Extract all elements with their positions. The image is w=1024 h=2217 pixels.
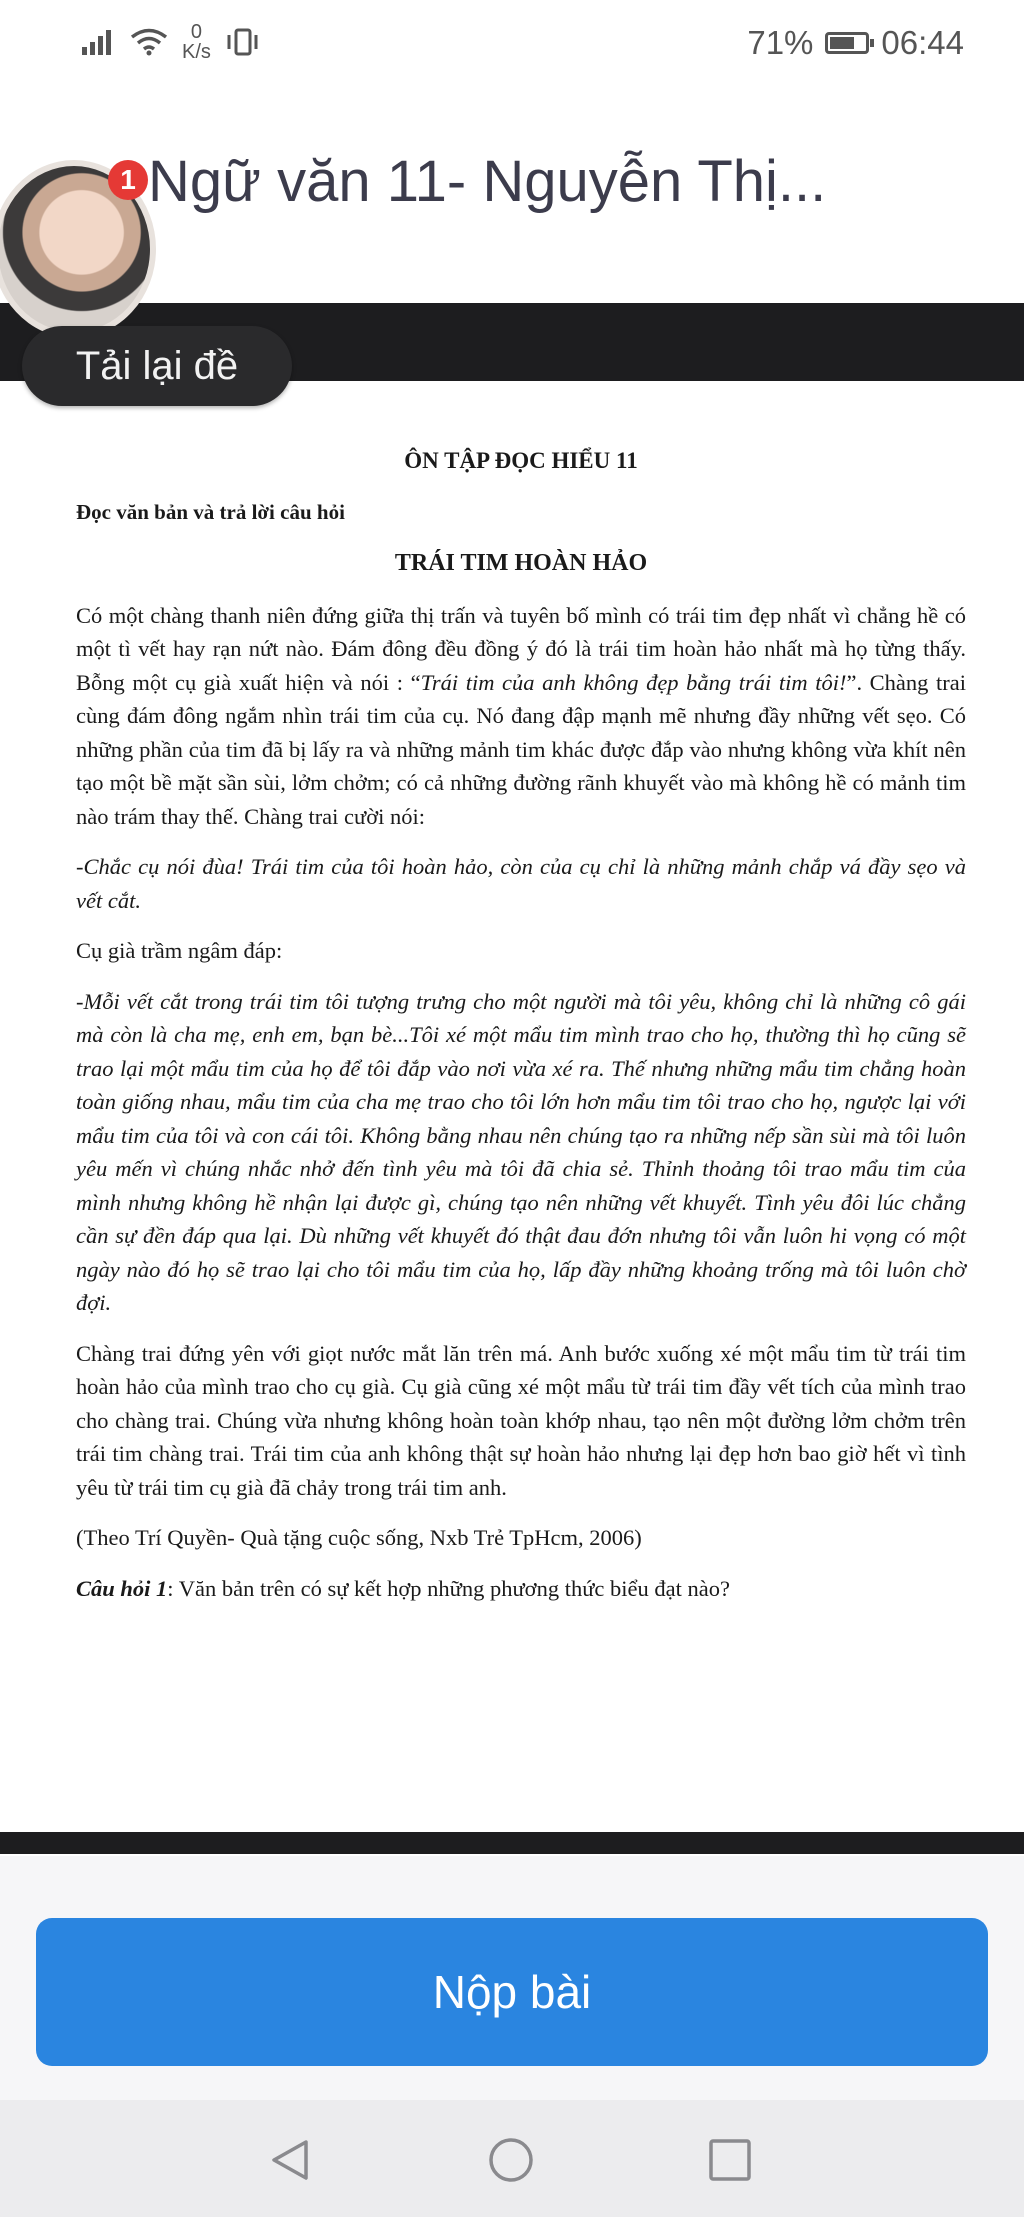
paragraph-1 — [76, 599, 966, 834]
document-bottom-bar — [0, 1832, 1024, 1854]
page-title: Ngữ văn 11- Nguyễn Thị... — [148, 149, 827, 214]
exam-document — [76, 440, 966, 1622]
battery-fill — [830, 37, 854, 49]
recents-icon[interactable] — [706, 2136, 754, 2184]
status-right — [747, 24, 964, 62]
network-speed — [182, 22, 211, 62]
vibrate-icon — [225, 28, 261, 56]
document-instruction: Đọc văn bản và trả lời câu hỏi — [76, 499, 345, 524]
paragraph-3: Cụ già trầm ngâm đáp: — [76, 938, 283, 963]
paragraph-1-part-a: Có một chàng thanh niên đứng giữa thị trấn và tuyên bố mình có trái tim đẹp nhất vì chẳng hề có một tì vết hay rạn nứt nào. Đám đông đều đồng ý đó là trái tim hoàn hảo nhất mà họ từng thấy. Bỗng một cụ già xuất hiện và nói : “ — [76, 602, 966, 695]
document-heading: ÔN TẬP ĐỌC HIỂU 11 — [404, 448, 638, 473]
story-title: TRÁI TIM HOÀN HẢO — [394, 550, 648, 576]
paragraph-1-part-b: ”. Chàng trai cùng đám đông ngắm nhìn trái tim của cụ. Nó đang đập mạnh mẽ nhưng đầy những vết sẹo. Có những phần của tim đã bị lấy ra và những mảnh tim khác được đắp vào nhưng không vừa khít nên tạo một bề mặt sần sùi, lởm chởm; có cả những đường rãnh khuyết vào mà không hề có mảnh tim nào trám thay thế. Chàng trai cười nói: — [76, 669, 967, 829]
clock: 06:44 — [881, 24, 964, 61]
notification-badge: 1 — [108, 160, 148, 200]
paragraph-5: Chàng trai đứng yên với giọt nước mắt lăn trên má. Anh bước xuống xé một mẩu tim từ trái tim hoàn hảo của mình trao cho cụ già. Cụ già cũng xé một mẩu từ trái tim đầy vết tích của mình trao cho chàng trai. Chúng vừa nhưng không hoàn toàn khớp nhau, tạo nên một đường lởm chởm trên trái tim chàng trai. Trái tim của anh không thật sự hoàn hảo nhưng lại đẹp hơn bao giờ hết vì tình yêu từ trái tim cụ già đã chảy trong trái tim anh. — [76, 1340, 966, 1500]
network-speed-value: 0 — [190, 21, 203, 43]
paragraph-1-quote: Trái tim của anh không đẹp bằng trái tim tôi! — [420, 669, 847, 695]
submit-button[interactable]: Nộp bài — [36, 1918, 988, 2066]
question-label: Câu hỏi 1 — [76, 1575, 168, 1601]
wifi-icon — [130, 28, 168, 56]
source-citation: (Theo Trí Quyền- Quà tặng cuộc sống, Nxb Trẻ TpHcm, 2006) — [76, 1525, 642, 1550]
status-left — [82, 22, 261, 62]
battery-percent: 71% — [747, 24, 814, 61]
signal-icon — [82, 29, 116, 55]
home-icon[interactable] — [487, 2136, 535, 2184]
question-text: : Văn bản trên có sự kết hợp những phương thức biểu đạt nào? — [167, 1575, 730, 1601]
paragraph-4 — [76, 985, 966, 1320]
paragraph-2-text: -Chắc cụ nói đùa! Trái tim của tôi hoàn hảo, còn của cụ chỉ là những mảnh chắp vá đầy sẹo và vết cắt. — [76, 854, 966, 913]
back-icon[interactable] — [266, 2136, 314, 2184]
battery-icon — [825, 32, 869, 54]
reload-test-button[interactable]: Tải lại đề — [22, 326, 292, 406]
status-bar — [0, 0, 1024, 90]
paragraph-4-text: -Mỗi vết cắt trong trái tim tôi tượng trưng cho một người mà tôi yêu, không chỉ là những cô gái mà còn là cha mẹ, enh em, bạn bè...Tôi xé một mẩu tim mình trao cho họ, thường thì họ cũng sẽ trao lại một mẩu tim của họ để tôi đắp vào nơi vừa xé ra. Thế nhưng những mẩu tim chẳng hoàn toàn giống nhau, mẩu tim của cha mẹ trao cho tôi lớn hơn mẩu tim tôi trao cho họ, ngược lại với mẩu tim của tôi và con cái tôi. Không bằng nhau nên chúng tạo ra những nếp sần sùi mà tôi luôn yêu mến vì chúng nhắc nhở đến tình yêu mà tôi đã chia sẻ. Thỉnh thoảng tôi trao mẩu tim của mình nhưng không hề nhận lại được gì, chúng tạo nên những vết khuyết. Tình yêu đôi lúc chẳng cần sự đền đáp qua lại. Dù những vết khuyết đó thật đau đớn nhưng tôi vẫn luôn hi vọng có một ngày nào đó họ sẽ trao lại cho tôi mẩu tim của họ, lấp đầy những khoảng trống mà tôi luôn chờ đợi. — [76, 988, 966, 1315]
network-speed-unit: K/s — [182, 41, 211, 63]
paragraph-2 — [76, 850, 966, 917]
question-1 — [76, 1572, 966, 1606]
